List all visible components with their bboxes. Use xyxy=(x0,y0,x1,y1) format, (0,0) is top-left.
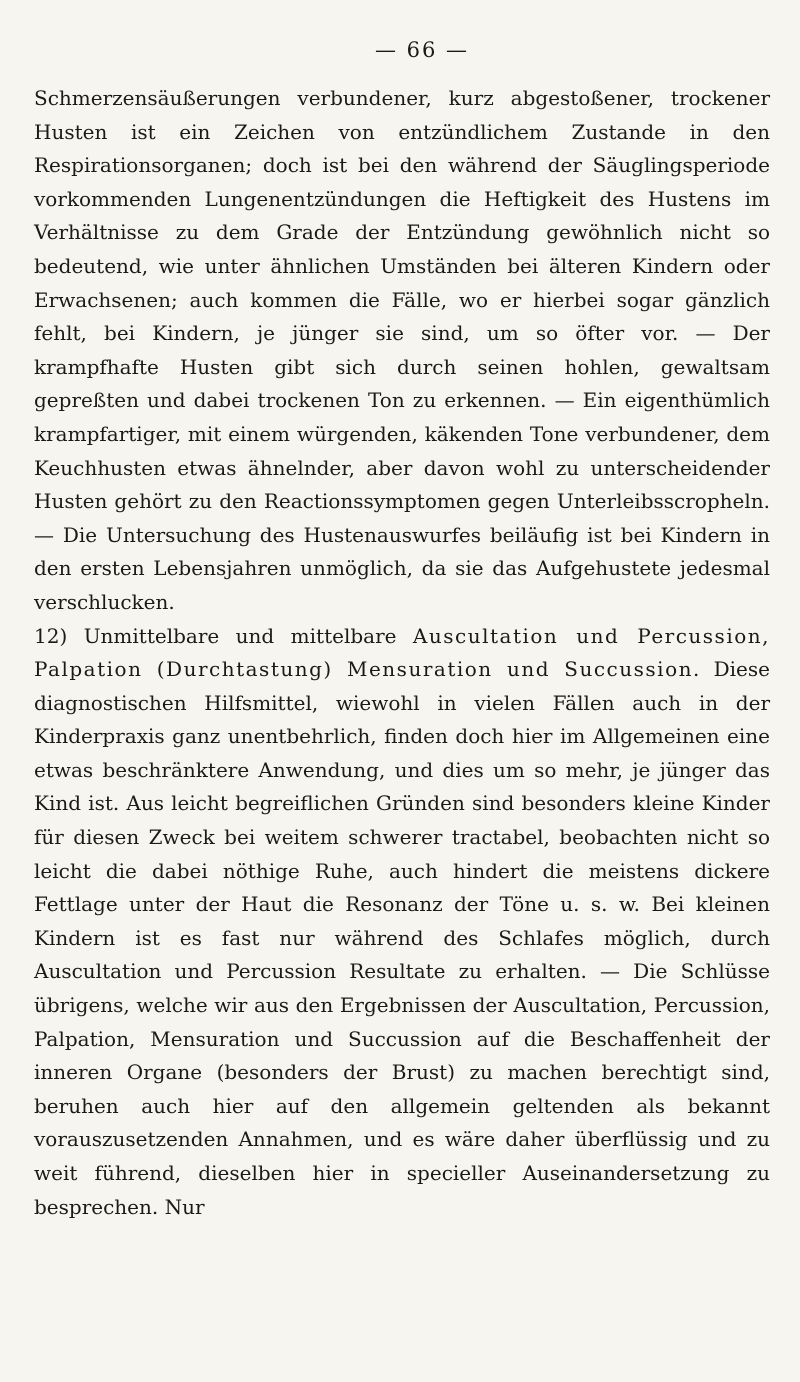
paragraph-cough-text: Schmerzensäußerungen verbundener, kurz abgestoßener, trockener Husten ist ein Zeichen von entzündlichem Zustande in den Respirationsorganen; doch ist bei den während der Säuglingsperiode vorkommenden Lungenentzündungen die Heftigkeit des Hustens im Verhältnisse zu dem Grade der Entzündung gewöhnlich nicht so bedeutend, wie unter ähnlichen Umständen bei älteren Kindern oder Erwachsenen; auch kommen die Fälle, wo er hierbei sogar gänzlich fehlt, bei Kindern, je jünger sie sind, um so öfter vor. — Der krampfhafte Husten gibt sich durch seinen hohlen, gewaltsam gepreßten und dabei trockenen Ton zu erkennen. — Ein eigenthümlich krampfartiger, mit einem würgenden, käkenden Tone verbundener, dem Keuchhusten etwas ähnelnder, aber davon wohl zu unterscheidender Husten gehört zu den Reactionssymptomen gegen Unterleibsscropheln. — Die Untersuchung des Hustenauswurfes beiläufig ist bei Kindern in den ersten Lebensjahren unmöglich, da sie das Aufgehustete jedesmal verschlucken. xyxy=(34,86,770,614)
body-text xyxy=(34,82,770,1224)
paragraph-auscultation xyxy=(34,620,770,1225)
paragraph-cough xyxy=(34,82,770,620)
section-heading-spaced: Auscultation und Percussion, Palpation (Durchtastung) Mensuration und Succussion. xyxy=(34,623,770,682)
page-number-header: — 66 — xyxy=(374,38,470,62)
section-number-lead: 12) Unmittelbare und mittelbare xyxy=(34,623,413,648)
paragraph-auscultation-text: Diese diagnostischen Hilfsmittel, wiewohl in vielen Fällen auch in der Kinderpraxis ganz unentbehrlich, finden doch hier im Allgemeinen eine etwas beschränktere Anwendung, und dies um so mehr, je jünger das Kind ist. Aus leicht begreiflichen Gründen sind besonders kleine Kinder für diesen Zweck bei weitem schwerer tractabel, beobachten nicht so leicht die dabei nöthige Ruhe, auch hindert die meistens dickere Fettlage unter der Haut die Resonanz der Töne u. s. w. Bei kleinen Kindern ist es fast nur während des Schlafes möglich, durch Auscultation und Percussion Resultate zu erhalten. — Die Schlüsse übrigens, welche wir aus den Ergebnissen der Auscultation, Percussion, Palpation, Mensuration und Succussion auf die Beschaffenheit der inneren Organe (besonders der Brust) zu machen berechtigt sind, beruhen auch hier auf den allgemein geltenden als bekannt vorauszusetzenden Annahmen, und es wäre daher überflüssig und zu weit führend, dieselben hier in specieller Auseinandersetzung zu besprechen. Nur xyxy=(34,657,770,1219)
